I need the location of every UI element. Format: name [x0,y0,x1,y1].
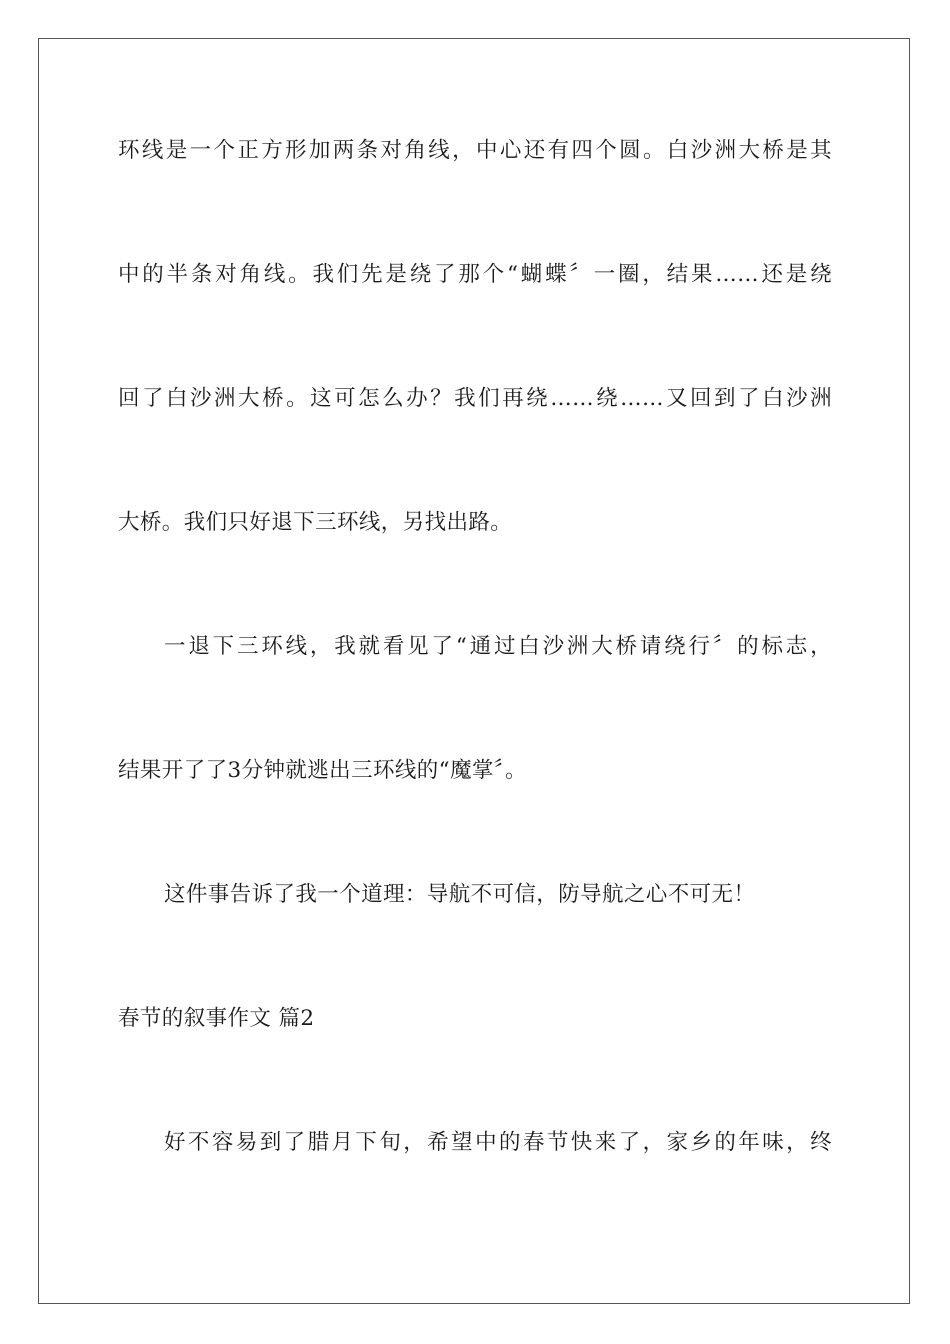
paragraph-line-3: 回了白沙洲大桥。这可怎么办？我们再绕……绕……又回到了白沙洲 [118,386,832,411]
paragraph-line-4: 大桥。我们只好退下三环线，另找出路。 [118,510,513,535]
paragraph-line-5: 一退下三环线，我就看见了“通过白沙洲大桥请绕行〞的标志， [164,634,832,659]
paragraph-line-7: 这件事告诉了我一个道理：导航不可信，防导航之心不可无！ [164,882,756,907]
paragraph-line-8: 好不容易到了腊月下旬，希望中的春节快来了，家乡的年味，终 [164,1130,832,1155]
paragraph-line-6: 结果开了了3分钟就逃出三环线的“魔掌〞。 [118,758,527,783]
paragraph-line-2: 中的半条对角线。我们先是绕了那个“蝴蝶〞一圈，结果……还是绕 [118,262,832,287]
paragraph-line-1: 环线是一个正方形加两条对角线，中心还有四个圆。白沙洲大桥是其 [118,138,832,163]
section-heading: 春节的叙事作文 篇2 [118,1006,315,1031]
page-border [38,38,910,1304]
